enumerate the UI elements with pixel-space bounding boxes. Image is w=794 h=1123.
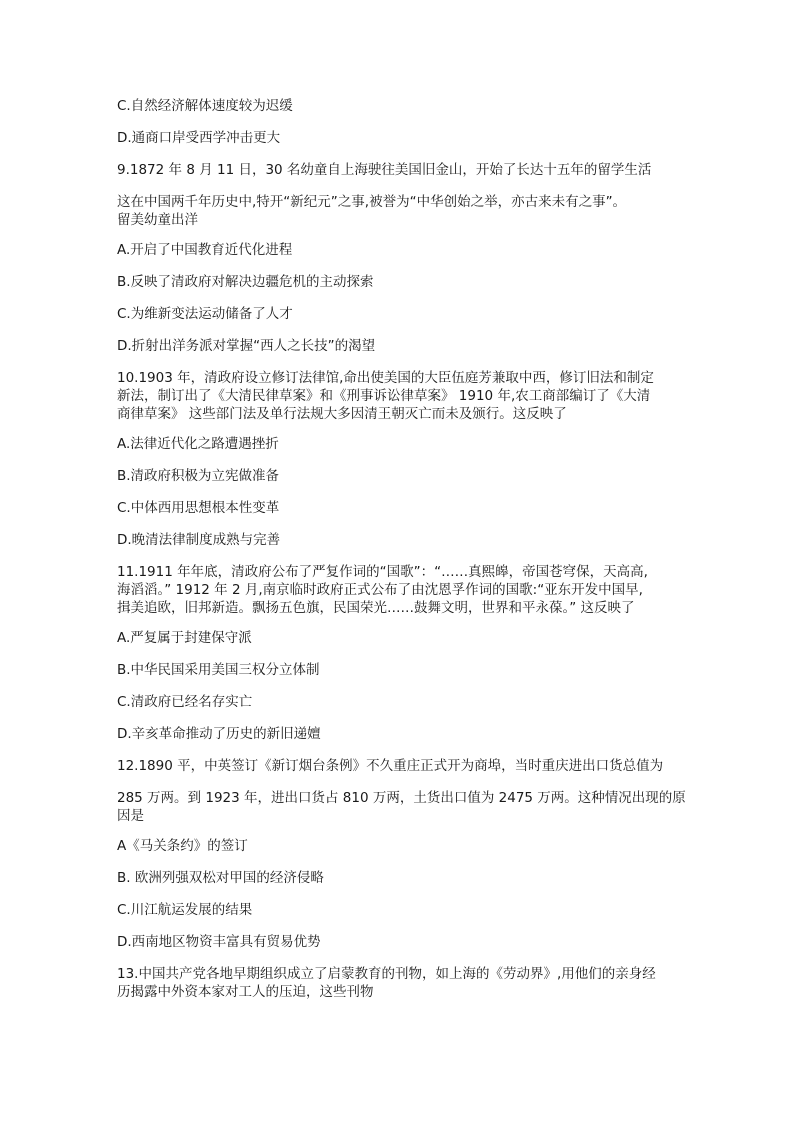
- q10-option-a: A.法律近代化之路遭遇挫折: [117, 436, 279, 452]
- q13-stem-line-2: 历揭露中外资本家对工人的压迫，这些刊物: [117, 984, 374, 1000]
- q9-option-b: B.反映了清政府对解决边疆危机的主动探索: [117, 274, 374, 290]
- q12-option-a: A《马关条约》的签订: [117, 838, 248, 854]
- q12-stem-line-3: 因是: [117, 808, 144, 824]
- q10-option-b: B.清政府积极为立宪做准备: [117, 468, 280, 484]
- q9-option-a: A.开启了中国教育近代化进程: [117, 242, 293, 258]
- q9-stem-line-3: 留美幼童出洋: [117, 212, 198, 228]
- q9-stem-line-2: 这在中国两千年历史中,特开“新纪元”之事,被誉为“中华创始之举，亦古来未有之事”。: [117, 194, 627, 210]
- q10-stem-line-1: 10.1903 年，清政府设立修订法律馆,命出使美国的大臣伍庭芳兼取中西，修订旧法和制定: [117, 370, 654, 386]
- q11-stem-line-1: 11.1911 年年底，清政府公布了严复作词的“国歌”：“……真熙皞，帝国苍穹保，天高高,: [117, 564, 648, 580]
- q11-option-d: D.辛亥革命推动了历史的新旧递嬗: [117, 726, 321, 742]
- q11-stem-line-3: 揖美追欧，旧邦新造。飘扬五色旗，民国荣光……鼓舞文明，世界和平永葆。” 这反映了: [117, 600, 635, 616]
- q12-option-d: D.西南地区物资丰富具有贸易优势: [117, 934, 321, 950]
- q10-stem-line-2: 新法，制订出了《大清民律草案》和《刑事诉讼律草案》 1910 年,农工商部编订了《大清: [117, 388, 651, 404]
- q12-stem-line-1: 12.1890 平，中英签订《新订烟台条例》不久重庄正式开为商埠，当时重庆进出口货总值为: [117, 758, 664, 774]
- q12-option-b: B. 欧洲列强双松对甲国的经济侵略: [117, 870, 324, 886]
- q9-option-c: C.为维新变法运动储备了人才: [117, 306, 293, 322]
- q8-option-d: D.通商口岸受西学冲击更大: [117, 130, 281, 146]
- q8-option-c: C.自然经济解体速度较为迟缓: [117, 98, 293, 114]
- q12-option-c: C.川江航运发展的结果: [117, 902, 253, 918]
- q9-stem-line-1: 9.1872 年 8 月 11 日，30 名幼童自上海驶往美国旧金山，开始了长达十五年的留学生活: [117, 162, 652, 178]
- q13-stem-line-1: 13.中国共产党各地早期组织成立了启蒙教育的刊物，如上海的《劳动界》,用他们的亲身经: [117, 966, 656, 982]
- q10-option-c: C.中体西用思想根本性变革: [117, 500, 280, 516]
- q12-stem-line-2: 285 万两。到 1923 年，进出口货占 810 万两，土货出口值为 2475 万两。这种情况出现的原: [117, 790, 686, 806]
- q11-option-a: A.严复属于封建保守派: [117, 630, 252, 646]
- q11-stem-line-2: 海滔滔。” 1912 年 2 月,南京临时政府正式公布了由沈恩孚作词的国歌:“亚东开发中国早,: [117, 582, 643, 598]
- q10-stem-line-3: 商律草案》 这些部门法及单行法规大多因清王朝灭亡而未及颁行。这反映了: [117, 406, 567, 422]
- q9-option-d: D.折射出洋务派对掌握“西人之长技”的渴望: [117, 338, 376, 354]
- q10-option-d: D.晚清法律制度成熟与完善: [117, 532, 281, 548]
- q11-option-c: C.清政府已经名存实亡: [117, 694, 253, 710]
- q11-option-b: B.中华民国采用美国三权分立体制: [117, 662, 320, 678]
